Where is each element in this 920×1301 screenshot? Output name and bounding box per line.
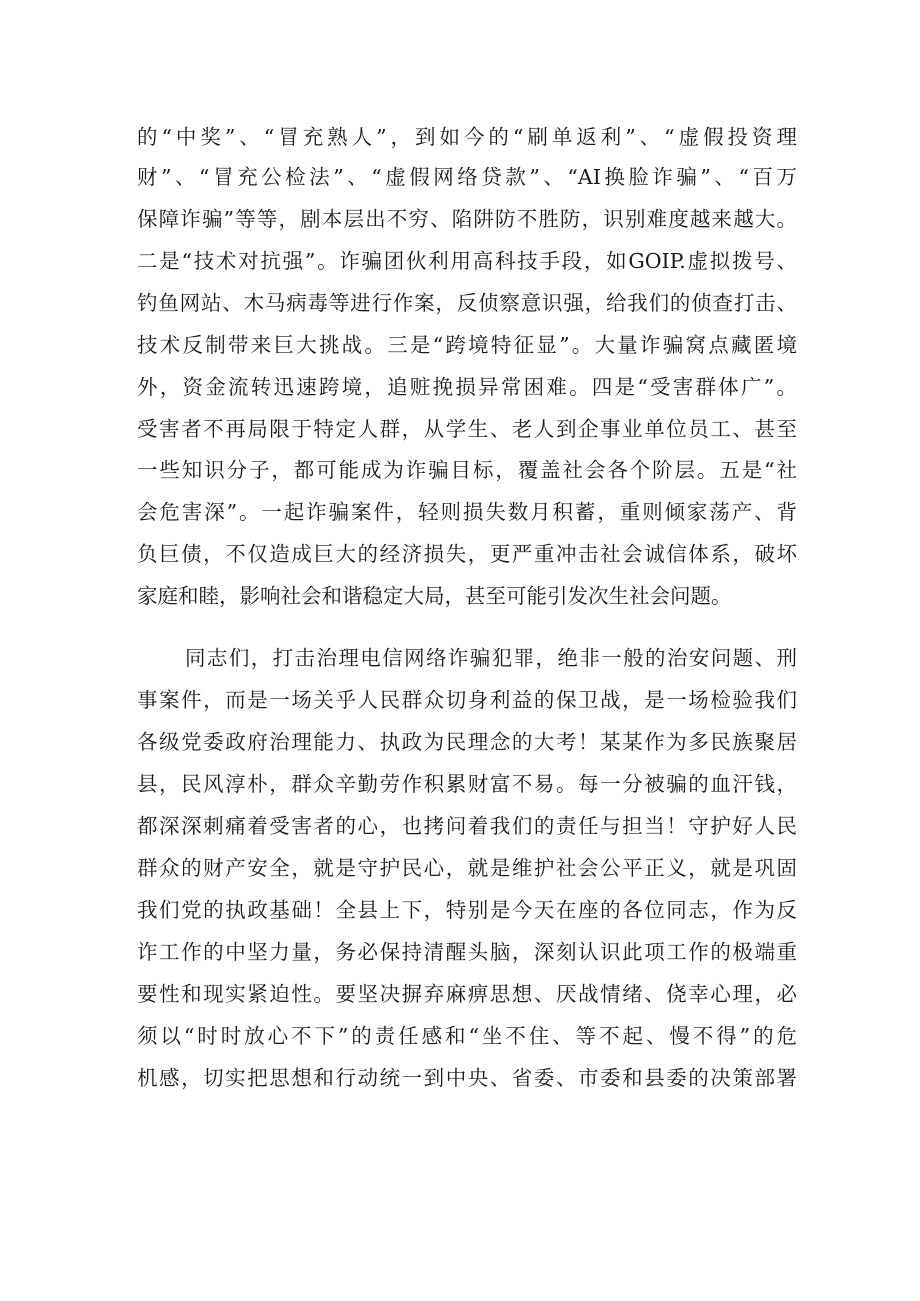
text-line: 的“中奖”、“冒充熟人”，到如今的“刷单返利”、“虚假投资理 xyxy=(137,125,797,149)
text-line: 都深深刺痛着受害者的心，也拷问着我们的责任与担当！守护好人民 xyxy=(137,814,797,838)
text-line: 机感，切实把思想和行动统一到中央、省委、市委和县委的决策部署 xyxy=(137,1066,797,1090)
text-line: 一些知识分子，都可能成为诈骗目标，覆盖社会各个阶层。五是“社 xyxy=(137,458,797,482)
text-line: 各级党委政府治理能力、执政为民理念的大考！某某作为多民族聚居 xyxy=(137,730,797,754)
text-line: 事案件，而是一场关乎人民群众切身利益的保卫战，是一场检验我们 xyxy=(137,688,797,712)
text-line: 县，民风淳朴，群众辛勤劳作积累财富不易。每一分被骗的血汗钱， xyxy=(137,772,797,796)
text-line: 诈工作的中坚力量，务必保持清醒头脑，深刻认识此项工作的极端重 xyxy=(137,940,797,964)
text-line: 保障诈骗”等等，剧本层出不穷、陷阱防不胜防，识别难度越来越大。 xyxy=(137,207,797,231)
text-line: 财”、“冒充公检法”、“虚假网络贷款”、“AI换脸诈骗”、“百万 xyxy=(137,165,797,189)
text-line: 外，资金流转迅速跨境，追赃挽损异常困难。四是“受害群体广”。 xyxy=(137,375,797,399)
text-line: 要性和现实紧迫性。要坚决摒弃麻痹思想、厌战情绪、侥幸心理，必 xyxy=(137,982,797,1006)
text-line: 家庭和睦，影响社会和谐稳定大局，甚至可能引发次生社会问题。 xyxy=(137,584,732,608)
text-line: 技术反制带来巨大挑战。三是“跨境特征显”。大量诈骗窝点藏匿境 xyxy=(137,333,797,357)
text-line: 同志们，打击治理电信网络诈骗犯罪，绝非一般的治安问题、刑 xyxy=(185,646,797,670)
text-line: 负巨债，不仅造成巨大的经济损失，更严重冲击社会诚信体系，破坏 xyxy=(137,542,797,566)
text-line: 受害者不再局限于特定人群，从学生、老人到企事业单位员工、甚至 xyxy=(137,417,797,441)
text-line: 须以“时时放心不下”的责任感和“坐不住、等不起、慢不得”的危 xyxy=(137,1024,797,1048)
text-line: 会危害深”。一起诈骗案件，轻则损失数月积蓄，重则倾家荡产、背 xyxy=(137,500,797,524)
text-line: 二是“技术对抗强”。诈骗团伙利用高科技手段，如GOIP.虚拟拨号、 xyxy=(137,249,797,273)
text-line: 群众的财产安全，就是守护民心，就是维护社会公平正义，就是巩固 xyxy=(137,856,797,880)
text-line: 我们党的执政基础！全县上下，特别是今天在座的各位同志，作为反 xyxy=(137,898,797,922)
text-line: 钓鱼网站、木马病毒等进行作案，反侦察意识强，给我们的侦查打击、 xyxy=(137,291,797,315)
